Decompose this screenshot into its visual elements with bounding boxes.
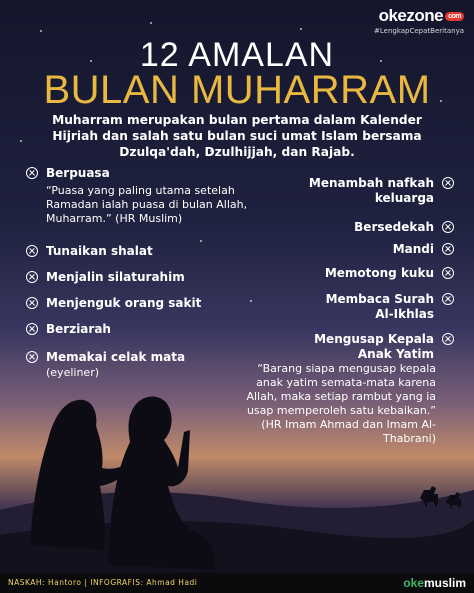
title-line-2: BULAN MUHARRAM [43,68,431,112]
item-label: Mandi [392,242,434,256]
title-line-1: 12 AMALAN [139,36,335,74]
item-label: Memotong kuku [324,266,434,280]
item-note: “Barang siapa mengusap kepala anak yatim semata-mata karena Allah, maka setiap rambut yang ia usap memperoleh satu kebaikan.” (HR Imam Ahmad dan Imam Al-Thabrani) [246,362,436,445]
credit-text: NASKAH: Hantoro | INFOGRAFIS: Ahmad Hadi [8,578,198,587]
item-label: Berpuasa [46,166,110,180]
item-kuku [325,266,454,280]
item-ikhlas [326,292,454,322]
brand-part-a: oke [403,576,424,590]
praying-silhouette-illustration [0,360,474,575]
item-silaturahim [26,270,185,284]
item-label: Membaca Surah [325,292,434,306]
item-label: Menambah nafkah [308,176,434,190]
item-label-2: keluarga [374,191,434,205]
item-berpuasa [26,166,110,180]
close-circle-icon [442,293,454,305]
item-label: Mengusap Kepala [314,332,434,346]
close-circle-icon [26,167,38,179]
item-mandi [393,242,454,256]
brand-part-b: muslim [423,576,466,590]
brand-slogan: #LengkapCepatBeritanya [374,27,464,35]
close-circle-icon [442,221,454,233]
close-circle-icon [442,243,454,255]
item-label: Menjalin silaturahim [46,270,185,284]
item-note: “Puasa yang paling utama setelah Ramadan ialah puasa di bulan Allah, Muharram.” (HR Muslim) [46,184,248,225]
okezone-logo [374,6,464,35]
okemuslim-logo [403,576,466,590]
footer-bar [0,573,474,593]
item-nafkah [309,176,454,206]
close-circle-icon [26,297,38,309]
item-sedekah [354,220,454,234]
close-circle-icon [442,333,454,345]
brand-tag: com [445,12,464,21]
item-label-2: Al-Ikhlas [375,307,434,321]
close-circle-icon [442,267,454,279]
item-label-2: Anak Yatim [357,347,434,361]
brand-name: okezone [378,6,444,25]
close-circle-icon [26,323,38,335]
item-label: Tunaikan shalat [46,244,153,258]
intro-text: Muharram merupakan bulan pertama dalam Kalender Hijriah dan salah satu bulan suci umat Islam bersama Dzulqa'dah, Dzulhijjah, dan Rajab. [52,113,422,159]
item-note: (eyeliner) [46,366,100,379]
item-shalat [26,244,153,258]
item-ziarah [26,322,111,336]
close-circle-icon [26,245,38,257]
close-circle-icon [442,177,454,189]
item-label: Bersedekah [354,220,434,234]
item-label: Berziarah [46,322,111,336]
item-yatim [314,332,454,362]
close-circle-icon [26,271,38,283]
item-label: Menjenguk orang sakit [46,296,202,310]
item-jenguk [26,296,201,310]
item-label: Memakai celak mata [46,350,186,364]
